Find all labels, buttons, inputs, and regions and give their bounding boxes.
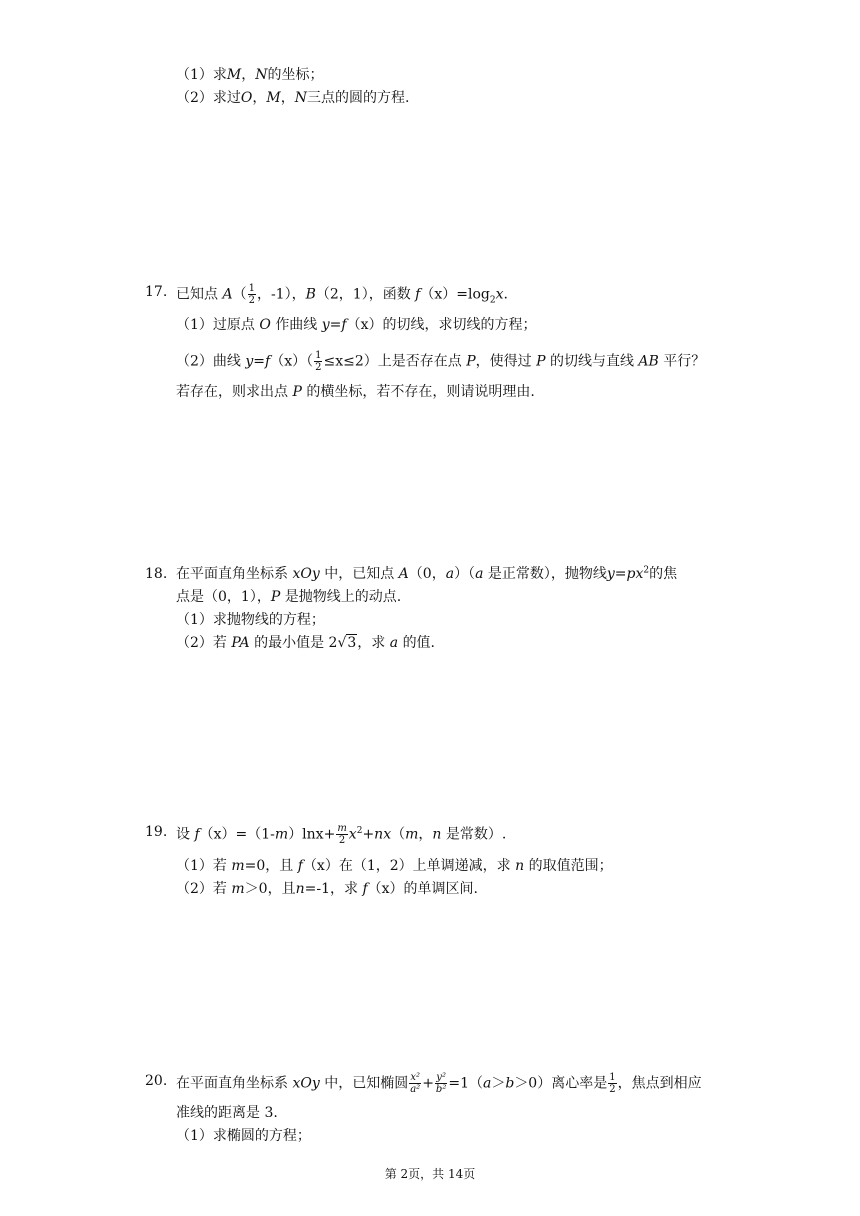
q17-stem: 已知点 A（ $\frac{1}{2}$ ，-1），B（2，1），函数 $f(x)=\log_2x$. bbox=[176, 283, 508, 306]
fraction-y2-over-b2: $\frac{\text{y²}}{\text{b²}}$ bbox=[435, 1072, 447, 1095]
q19-number: 19. bbox=[145, 824, 168, 840]
fraction-one-half: $\frac{1}{2}$ bbox=[248, 283, 255, 306]
q20-stem: 在平面直角坐标系 xOy 中，已知椭圆 $\frac{\text{x²}}{\text{a²}}$ + $\frac{\text{y²}}{\text{b²}}$ =1（a＞b＞0）离心率是 $\frac{1}{2}$ ，焦点到相应 bbox=[176, 1072, 702, 1095]
q20-part1: （1）求椭圆的方程； bbox=[176, 1128, 311, 1144]
q18-part1: （1）求抛物线的方程； bbox=[176, 612, 325, 628]
q17-part2-cont: 若存在，则求出点 P 的横坐标，若不存在，则请说明理由. bbox=[176, 384, 535, 400]
q16-part1: （1）求M，N的坐标； bbox=[176, 67, 324, 83]
q20-number: 20. bbox=[145, 1073, 168, 1089]
q17-number: 17. bbox=[145, 284, 168, 300]
q18-stem: 在平面直角坐标系 xOy 中，已知点 A（0，a）（a 是正常数），抛物线$y=px^2$的焦 bbox=[176, 565, 678, 582]
fraction-one-half: $\frac{1}{2}$ bbox=[609, 1072, 616, 1095]
q17-part1: （1）过原点 O 作曲线 y=f（x）的切线，求切线的方程； bbox=[176, 317, 537, 333]
fraction-x2-over-a2: $\frac{\text{x²}}{\text{a²}}$ bbox=[410, 1072, 421, 1095]
fraction-one-half: $\frac{1}{2}$ bbox=[315, 350, 322, 373]
q18-part2: （2）若 PA 的最小值是 2√3，求 a 的值. bbox=[176, 635, 436, 651]
page-footer: 第 2页，共 14页 bbox=[384, 1167, 476, 1181]
fraction-m-over-2: $\frac{m}{2}$ bbox=[337, 823, 347, 846]
q20-stem-cont: 准线的距离是 3. bbox=[176, 1105, 278, 1121]
q19-part1: （1）若 m=0，且 f（x）在（1，2）上单调递减，求 n 的取值范围； bbox=[176, 858, 613, 874]
q19-part2: （2）若 m＞0，且n=-1，求 f（x）的单调区间. bbox=[176, 881, 478, 897]
q18-number: 18. bbox=[145, 566, 168, 582]
q17-part2: （2）曲线 y=f（x）（ $\frac{1}{2}$ ≤x≤2）上是否存在点 P，使得过 P 的切线与直线 AB 平行？ bbox=[176, 350, 706, 373]
square-root: √3 bbox=[337, 635, 357, 651]
q19-stem: 设 f（x）=（1-m）lnx+ $\frac{m}{2}$ $x^2+nx(m$，n 是常数）. bbox=[176, 823, 507, 846]
q16-part2: （2）求过O，M，N三点的圆的方程. bbox=[176, 90, 410, 106]
q18-stem-cont: 点是（0，1），P 是抛物线上的动点. bbox=[176, 589, 402, 605]
